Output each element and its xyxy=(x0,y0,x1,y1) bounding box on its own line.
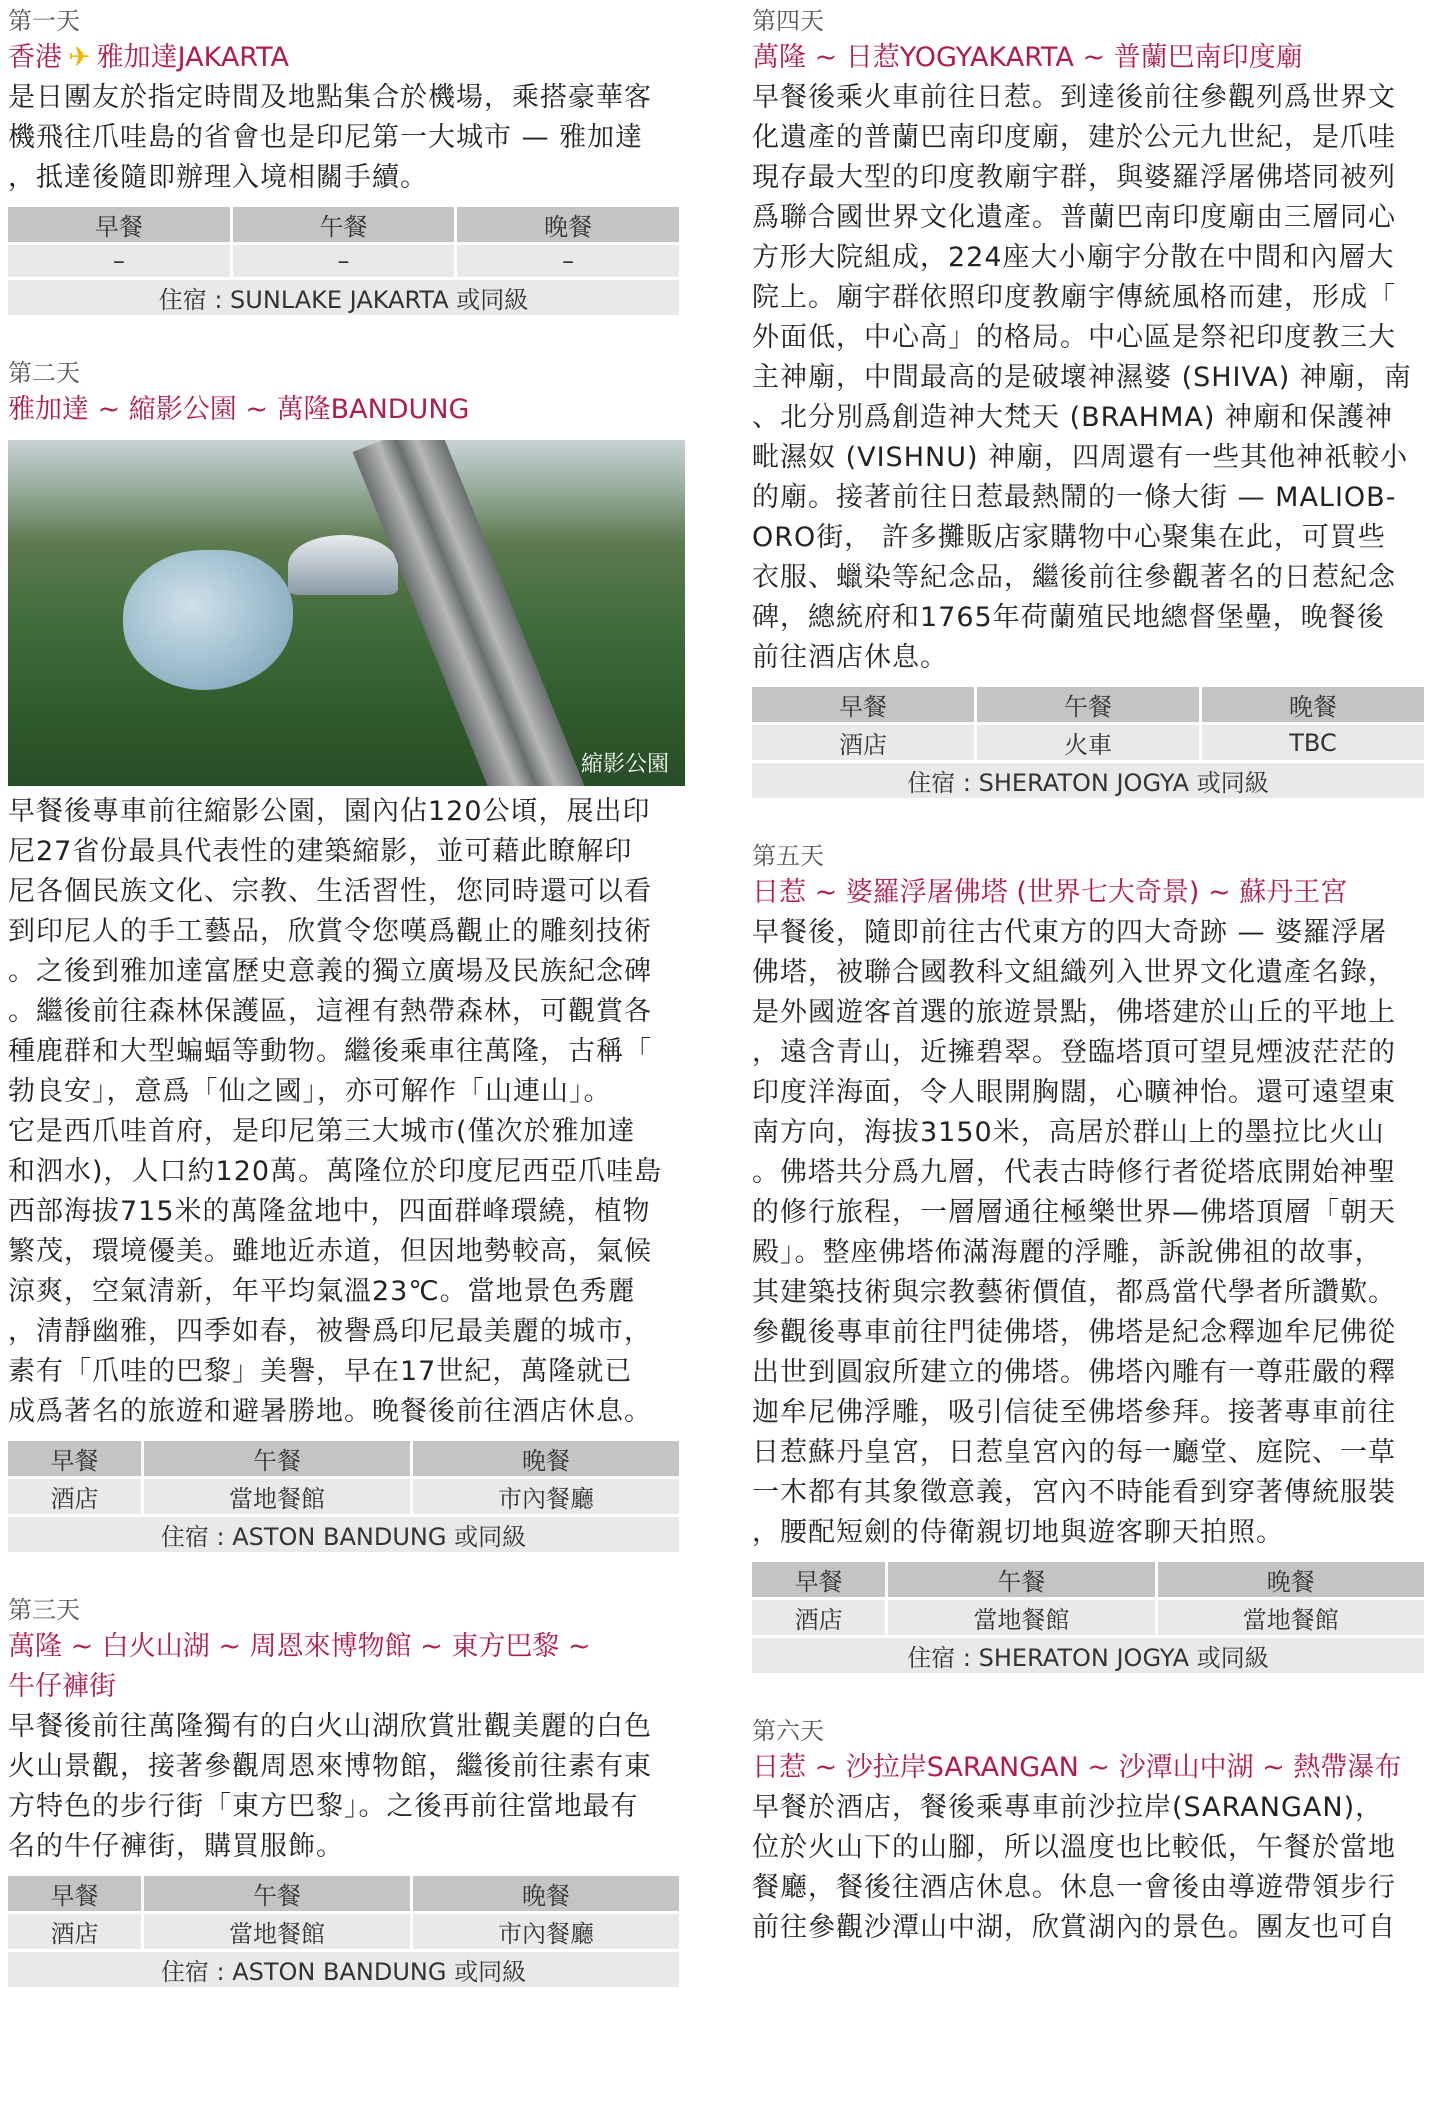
breakfast-header: 早餐 xyxy=(8,1876,141,1911)
text-line: 方形大院組成，224座大小廟宇分散在中間和內層大 xyxy=(752,242,1395,273)
meal-table xyxy=(5,204,682,318)
day-label: 第一天 xyxy=(8,7,80,35)
day-description xyxy=(752,78,1430,678)
day-label: 第二天 xyxy=(8,359,80,387)
day-label: 第五天 xyxy=(752,842,824,870)
breakfast-value: 酒店 xyxy=(8,1479,141,1514)
text-line: 是外國遊客首選的旅遊景點，佛塔建於山丘的平地上 xyxy=(752,997,1396,1028)
lunch-value: 當地餐館 xyxy=(144,1914,410,1949)
text-line: 名的牛仔褲街，購買服飾。 xyxy=(8,1831,344,1862)
dome-building-shape xyxy=(288,535,398,595)
text-line: 毗濕奴 (VISHNU) 神廟，四周還有一些其他神祇較小 xyxy=(752,442,1409,473)
text-line: 殿」。整座佛塔佈滿海麗的浮雕，訴說佛祖的故事， xyxy=(752,1237,1383,1268)
text-line: 佛塔，被聯合國教科文組織列入世界文化遺產名錄， xyxy=(752,957,1396,988)
route-title: 日惹 ~ 沙拉岸SARANGAN ~ 沙潭山中湖 ~ 熱帶瀑布 xyxy=(752,1752,1402,1783)
text-line: 印度洋海面，令人眼開胸闊，心曠神怡。還可遠望東 xyxy=(752,1077,1396,1108)
text-line: 早餐於酒店，餐後乘專車前沙拉岸(SARANGAN)， xyxy=(752,1792,1384,1823)
text-line: 。之後到雅加達富歷史意義的獨立廣場及民族紀念碑 xyxy=(8,956,652,987)
meal-table xyxy=(5,1438,682,1555)
lunch-header: 午餐 xyxy=(144,1441,410,1476)
accommodation: 住宿 : ASTON BANDUNG 或同級 xyxy=(8,1517,679,1552)
breakfast-value: 酒店 xyxy=(8,1914,141,1949)
photo-caption: 縮影公園 xyxy=(580,752,669,777)
text-line: 涼爽，空氣清新，年平均氣溫23℃。當地景色秀麗 xyxy=(8,1276,636,1307)
text-line: ，清靜幽雅，四季如春，被譽爲印尼最美麗的城市， xyxy=(8,1316,652,1347)
text-line: 它是西爪哇首府，是印尼第三大城市(僅次於雅加達 xyxy=(8,1116,636,1147)
route-title xyxy=(8,38,685,78)
text-line: 早餐後前往萬隆獨有的白火山湖欣賞壯觀美麗的白色 xyxy=(8,1711,652,1742)
text-line: 尼27省份最具代表性的建築縮影，並可藉此瞭解印 xyxy=(8,836,633,867)
day-description xyxy=(8,1707,685,1867)
text-line: 成爲著名的旅遊和避暑勝地。晚餐後前往酒店休息。 xyxy=(8,1396,652,1427)
text-line: 和泗水)，人口約120萬。萬隆位於印度尼西亞爪哇島 xyxy=(8,1156,663,1187)
airplane-icon: ✈ xyxy=(68,42,91,73)
text-line: 方特色的步行街「東方巴黎」。之後再前往當地最有 xyxy=(8,1791,639,1822)
text-line: 西部海拔715米的萬隆盆地中，四面群峰環繞，植物 xyxy=(8,1196,651,1227)
right-column xyxy=(752,0,1430,1948)
text-line: 繁茂，環境優美。雖地近赤道，但因地勢較高，氣候 xyxy=(8,1236,652,1267)
lunch-header: 午餐 xyxy=(144,1876,410,1911)
text-line: 。佛塔共分爲九層，代表古時修行者從塔底開始神聖 xyxy=(752,1157,1396,1188)
route-line: 萬隆 ~ 白火山湖 ~ 周恩來博物館 ~ 東方巴黎 ~ xyxy=(8,1631,591,1662)
text-line: 外面低，中心高」的格局。中心區是祭祀印度教三大 xyxy=(752,322,1396,353)
day-label: 第六天 xyxy=(752,1717,824,1745)
breakfast-value: – xyxy=(8,245,230,277)
day-3 xyxy=(8,1593,685,1990)
text-line: 種鹿群和大型蝙蝠等動物。繼後乘車往萬隆，古稱「 xyxy=(8,1036,652,1067)
lunch-value: 當地餐館 xyxy=(144,1479,410,1514)
breakfast-value: 酒店 xyxy=(752,1600,885,1635)
text-line: 前往參觀沙潭山中湖，欣賞湖內的景色。團友也可自 xyxy=(752,1912,1396,1943)
breakfast-value: 酒店 xyxy=(752,725,974,760)
text-line: 。繼後前往森林保護區，這裡有熱帶森林，可觀賞各 xyxy=(8,996,652,1027)
accommodation: 住宿 : SHERATON JOGYA 或同級 xyxy=(752,763,1424,798)
meal-table xyxy=(5,1873,682,1990)
dinner-value: – xyxy=(457,245,679,277)
lunch-header: 午餐 xyxy=(977,687,1199,722)
day-description xyxy=(8,78,685,198)
dinner-header: 晚餐 xyxy=(1202,687,1424,722)
dinner-header: 晚餐 xyxy=(457,207,679,242)
day-description xyxy=(752,913,1430,1553)
breakfast-header: 早餐 xyxy=(752,687,974,722)
lake-shape xyxy=(123,550,293,690)
meal-table xyxy=(749,1559,1427,1676)
lunch-header: 午餐 xyxy=(888,1562,1154,1597)
text-line: ，遠含青山，近擁碧翠。登臨塔頂可望見煙波茫茫的 xyxy=(752,1037,1396,1068)
route-from: 香港 xyxy=(8,42,62,73)
miniature-park-photo xyxy=(8,440,685,786)
text-line: 參觀後專車前往門徒佛塔，佛塔是紀念釋迦牟尼佛從 xyxy=(752,1317,1396,1348)
day-6 xyxy=(752,1714,1430,1948)
day-1 xyxy=(8,4,685,318)
day-2 xyxy=(8,356,685,1555)
text-line: 位於火山下的山腳，所以溫度也比較低，午餐於當地 xyxy=(752,1832,1396,1863)
route-title: 日惹 ~ 婆羅浮屠佛塔 (世界七大奇景) ~ 蘇丹王宮 xyxy=(752,877,1348,908)
text-line: 餐廳，餐後往酒店休息。休息一會後由導遊帶領步行 xyxy=(752,1872,1396,1903)
breakfast-header: 早餐 xyxy=(8,1441,141,1476)
text-line: 素有「爪哇的巴黎」美譽，早在17世紀，萬隆就已 xyxy=(8,1356,633,1387)
dinner-header: 晚餐 xyxy=(413,1876,679,1911)
text-line: 勃良安」，意爲「仙之國」，亦可解作「山連山」。 xyxy=(8,1076,612,1107)
accommodation: 住宿 : ASTON BANDUNG 或同級 xyxy=(8,1952,679,1987)
text-line: 的修行旅程，一層層通往極樂世界—佛塔頂層「朝天 xyxy=(752,1197,1396,1228)
dinner-header: 晚餐 xyxy=(413,1441,679,1476)
text-line: ，腰配短劍的侍衛親切地與遊客聊天拍照。 xyxy=(752,1517,1284,1548)
left-column xyxy=(8,0,685,1990)
day-description xyxy=(8,792,685,1432)
text-line: ORO街， 許多攤販店家購物中心聚集在此，可買些 xyxy=(752,522,1386,553)
text-line: 其建築技術與宗教藝術價值，都爲當代學者所讚歎。 xyxy=(752,1277,1396,1308)
text-line: 前往酒店休息。 xyxy=(752,642,948,673)
text-line: 機飛往爪哇島的省會也是印尼第一大城市 — 雅加達 xyxy=(8,122,644,153)
text-line: 碑，總統府和1765年荷蘭殖民地總督堡壘，晚餐後 xyxy=(752,602,1385,633)
text-line: 、北分別爲創造神大梵天 (BRAHMA) 神廟和保護神 xyxy=(752,402,1393,433)
day-5 xyxy=(752,839,1430,1676)
text-line: 院上。廟宇群依照印度教廟宇傳統風格而建，形成「 xyxy=(752,282,1396,313)
text-line: ，抵達後隨即辦理入境相關手續。 xyxy=(8,162,428,193)
text-line: 火山景觀，接著參觀周恩來博物館，繼後前往素有東 xyxy=(8,1751,652,1782)
text-line: 的廟。接著前往日惹最熱鬧的一條大街 — MALIOB- xyxy=(752,482,1397,513)
day-label: 第三天 xyxy=(8,1596,80,1624)
dinner-value: TBC xyxy=(1202,725,1424,760)
text-line: 迦牟尼佛浮雕，吸引信徒至佛塔參拜。接著專車前往 xyxy=(752,1397,1396,1428)
text-line: 到印尼人的手工藝品，欣賞令您嘆爲觀止的雕刻技術 xyxy=(8,916,652,947)
text-line: 早餐後乘火車前往日惹。到達後前往參觀列爲世界文 xyxy=(752,82,1396,113)
text-line: 南方向，海拔3150米，高居於群山上的墨拉比火山 xyxy=(752,1117,1385,1148)
breakfast-header: 早餐 xyxy=(752,1562,885,1597)
text-line: 早餐後，隨即前往古代東方的四大奇跡 — 婆羅浮屠 xyxy=(752,917,1388,948)
text-line: 爲聯合國世界文化遺產。普蘭巴南印度廟由三層同心 xyxy=(752,202,1396,233)
dinner-value: 市內餐廳 xyxy=(413,1914,679,1949)
route-title: 雅加達 ~ 縮影公園 ~ 萬隆BANDUNG xyxy=(8,394,470,425)
day-4 xyxy=(752,4,1430,801)
route-title: 萬隆 ~ 日惹YOGYAKARTA ~ 普蘭巴南印度廟 xyxy=(752,42,1303,73)
meal-table xyxy=(749,684,1427,801)
highway-shape xyxy=(353,440,594,786)
route-title xyxy=(8,1627,685,1707)
day-label: 第四天 xyxy=(752,7,824,35)
lunch-header: 午餐 xyxy=(233,207,455,242)
lunch-value: 火車 xyxy=(977,725,1199,760)
lunch-value: – xyxy=(233,245,455,277)
text-line: 尼各個民族文化、宗教、生活習性，您同時還可以看 xyxy=(8,876,652,907)
dinner-value: 當地餐館 xyxy=(1158,1600,1424,1635)
breakfast-header: 早餐 xyxy=(8,207,230,242)
route-to: 雅加達JAKARTA xyxy=(96,42,289,73)
text-line: 是日團友於指定時間及地點集合於機場，乘搭豪華客 xyxy=(8,82,652,113)
text-line: 早餐後專車前往縮影公園，園內佔120公頃，展出印 xyxy=(8,796,651,827)
dinner-value: 市內餐廳 xyxy=(413,1479,679,1514)
dinner-header: 晚餐 xyxy=(1158,1562,1424,1597)
accommodation: 住宿 : SHERATON JOGYA 或同級 xyxy=(752,1638,1424,1673)
accommodation: 住宿 : SUNLAKE JAKARTA 或同級 xyxy=(8,280,679,315)
text-line: 主神廟，中間最高的是破壞神濕婆 (SHIVA) 神廟，南 xyxy=(752,362,1412,393)
text-line: 日惹蘇丹皇宮，日惹皇宮內的每一廳堂、庭院、一草 xyxy=(752,1437,1396,1468)
day-description xyxy=(752,1788,1430,1948)
text-line: 出世到圓寂所建立的佛塔。佛塔內雕有一尊莊嚴的釋 xyxy=(752,1357,1396,1388)
text-line: 衣服、蠟染等紀念品，繼後前往參觀著名的日惹紀念 xyxy=(752,562,1396,593)
text-line: 現存最大型的印度教廟宇群，與婆羅浮屠佛塔同被列 xyxy=(752,162,1396,193)
lunch-value: 當地餐館 xyxy=(888,1600,1154,1635)
text-line: 化遺產的普蘭巴南印度廟，建於公元九世紀，是爪哇 xyxy=(752,122,1396,153)
route-line: 牛仔褲街 xyxy=(8,1671,116,1702)
text-line: 一木都有其象徵意義，宮內不時能看到穿著傳統服裝 xyxy=(752,1477,1396,1508)
